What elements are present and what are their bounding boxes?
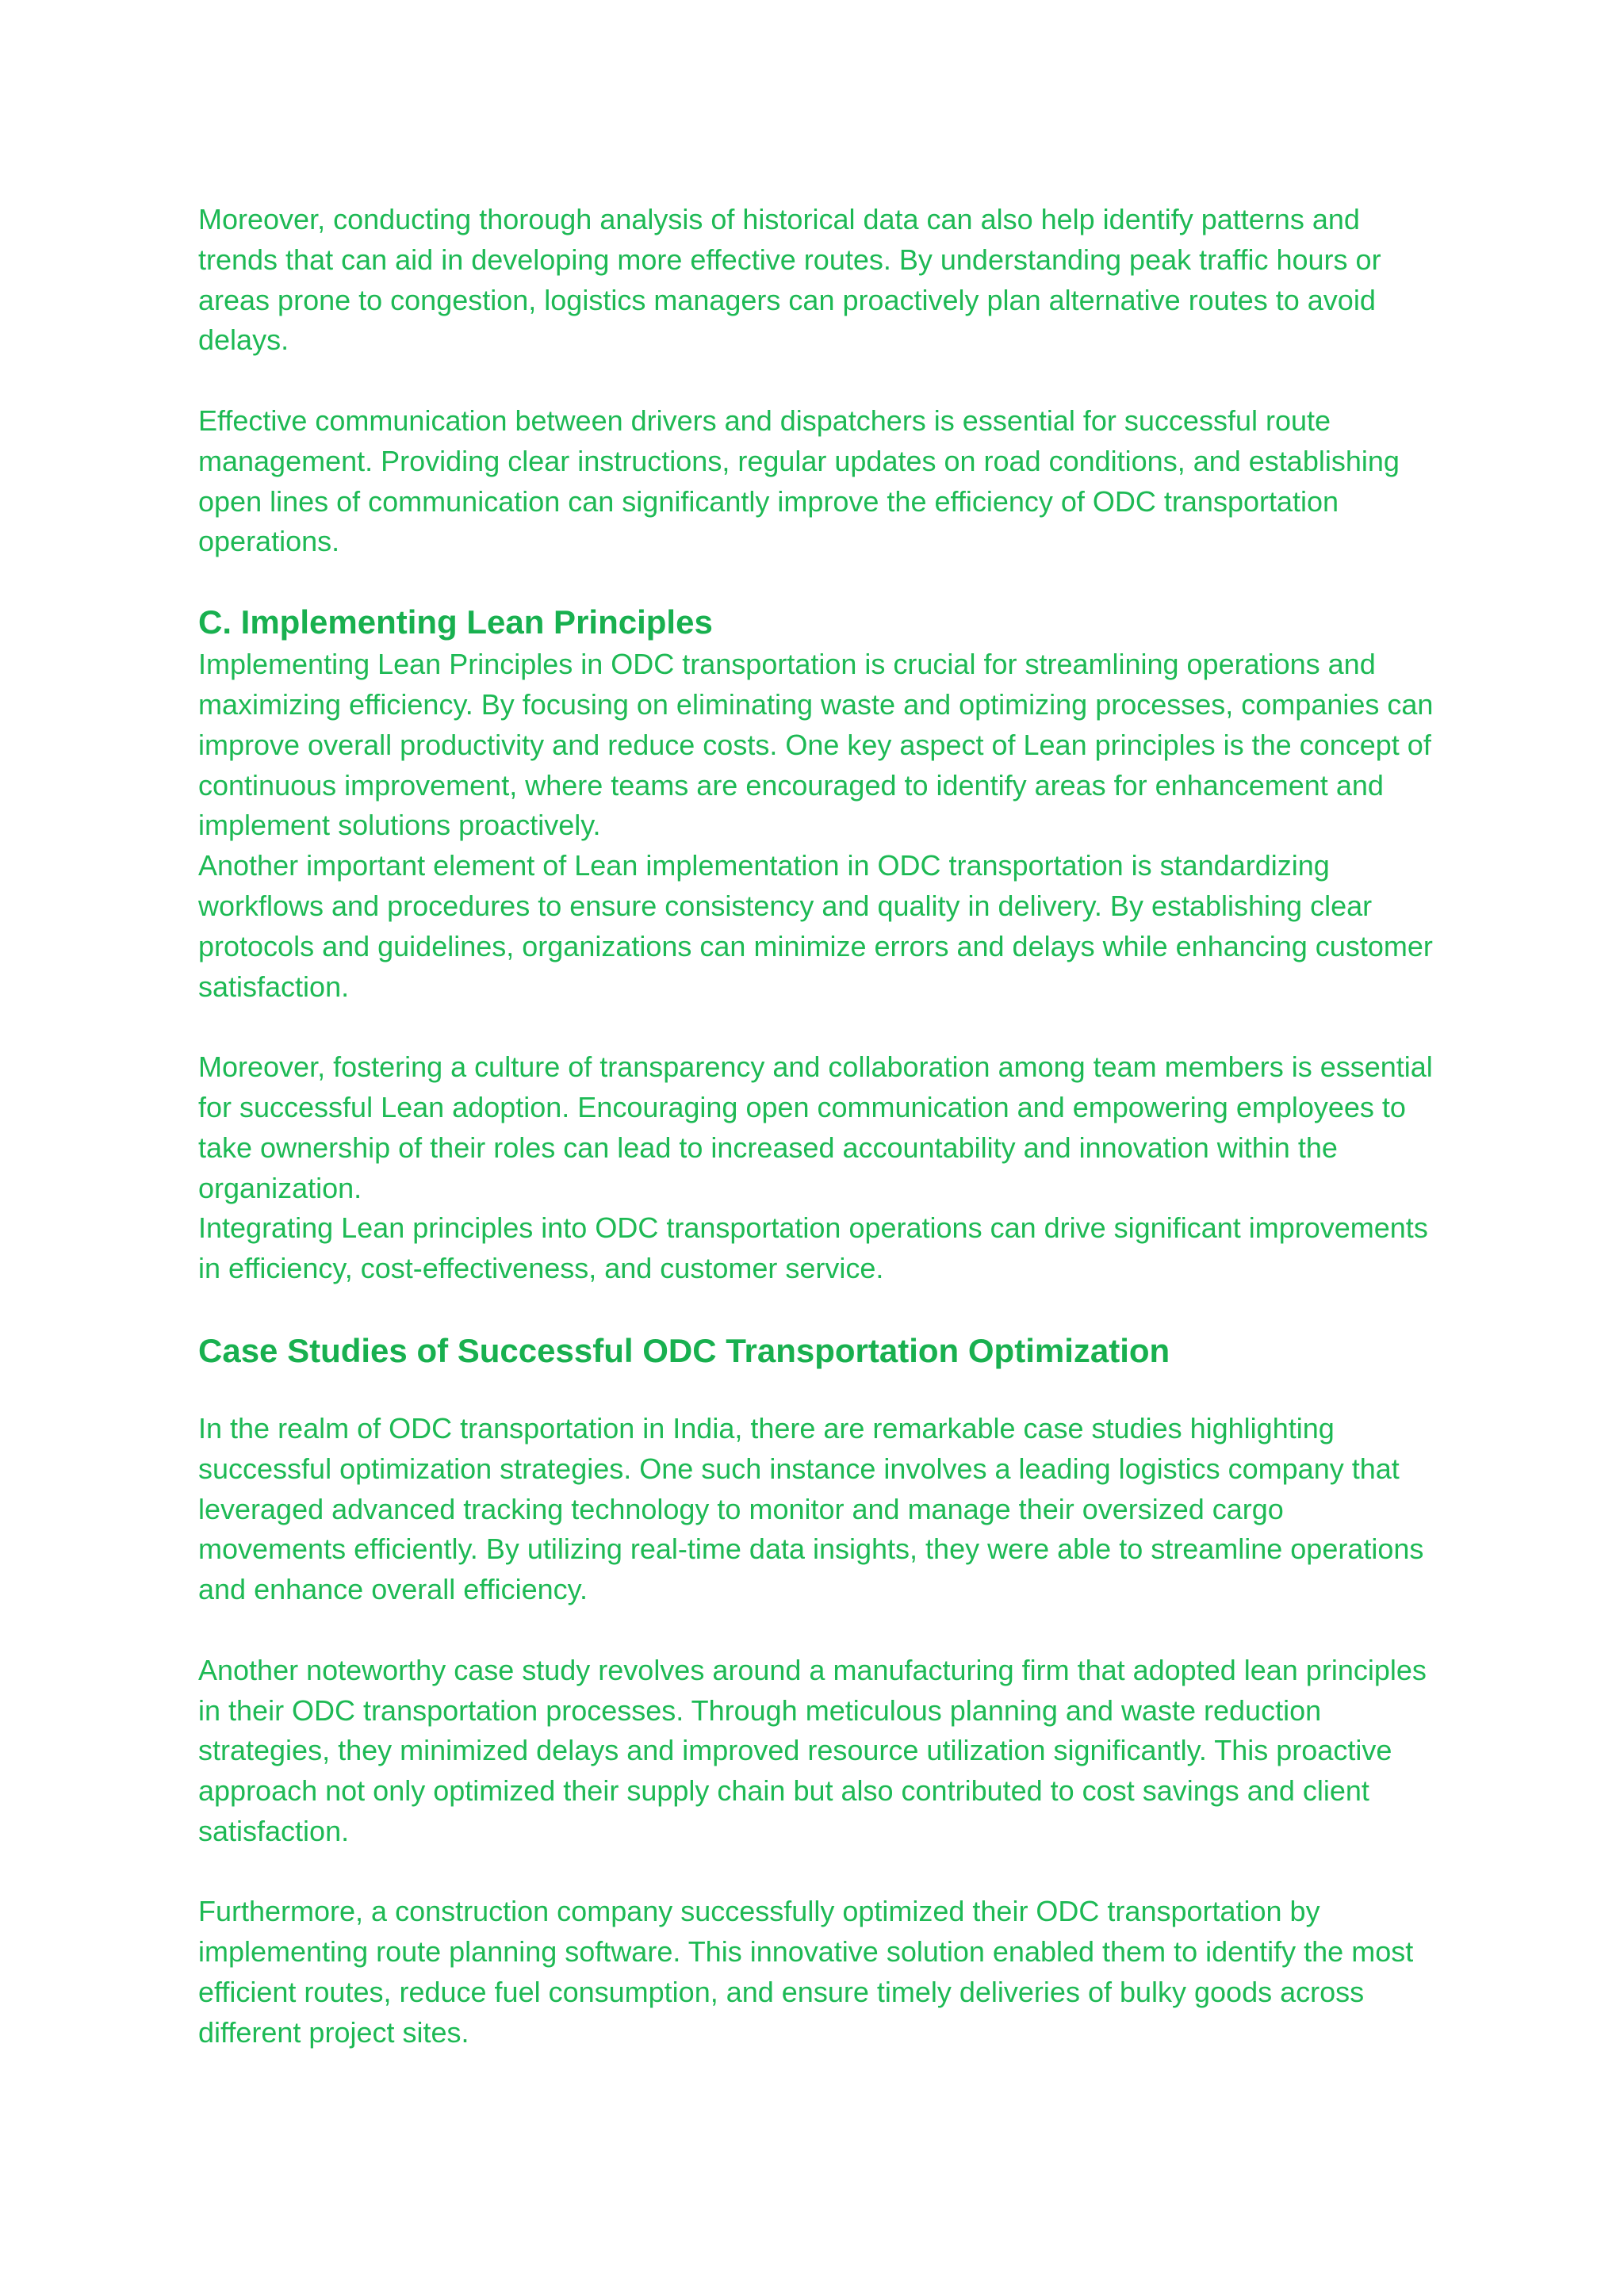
paragraph-lean-intro: Implementing Lean Principles in ODC transportation is crucial for streamlining operations and maximizing efficiency. By focusing on eliminating waste and optimizing processes, companies can improve overall productivity and reduce costs. One key aspect of Lean principles is the concept of continuous improvement, where teams are encouraged to identify areas for enhancement and implement solutions proactively. (198, 648, 1434, 842)
paragraph-communication: Effective communication between drivers and dispatchers is essential for successful route management. Providing clear instructions, regular updates on road conditions, and establishing open lines of communication can significantly improve the efficiency of ODC transportation operations. (198, 404, 1400, 558)
paragraph-historical-data: Moreover, conducting thorough analysis of historical data can also help identify patterns and trends that can aid in developing more effective routes. By understanding peak traffic hours or areas prone to congestion, logistics managers can proactively plan alternative routes to avoid delays. (198, 203, 1381, 357)
paragraph-lean-standardizing: Another important element of Lean implementation in ODC transportation is standardizing workflows and procedures to ensure consistency and quality in delivery. By establishing clear protocols and guidelines, organizations can minimize errors and delays while enhancing customer satisfaction. (198, 849, 1433, 1003)
paragraph-case-manufacturing: Another noteworthy case study revolves around a manufacturing firm that adopted lean principles in their ODC transportation processes. Through meticulous planning and waste reduction strategies, they minimized delays and improved resource utilization significantly. This proactive approach not only optimized their supply chain but also contributed to cost savings and client satisfaction. (198, 1653, 1427, 1847)
section-heading-case-studies: Case Studies of Successful ODC Transportation Optimization (198, 1331, 1170, 1369)
paragraph-lean-culture: Moreover, fostering a culture of transparency and collaboration among team members is essential for successful Lean adoption. Encouraging open communication and empowering employees to take ownership of their roles can lead to increased accountability and innovation within the organization. (198, 1050, 1433, 1204)
document-body (198, 200, 1435, 2053)
paragraph-lean-integrating: Integrating Lean principles into ODC transportation operations can drive significant improvements in efficiency, cost-effectiveness, and customer service. (198, 1211, 1428, 1285)
paragraph-case-construction: Furthermore, a construction company successfully optimized their ODC transportation by implementing route planning software. This innovative solution enabled them to identify the most efficient routes, reduce fuel consumption, and ensure timely deliveries of bulky goods across different project sites. (198, 1895, 1414, 2049)
paragraph-case-logistics: In the realm of ODC transportation in India, there are remarkable case studies highlighting successful optimization strategies. One such instance involves a leading logistics company that leveraged advanced tracking technology to monitor and manage their oversized cargo movements efficiently. By utilizing real-time data insights, they were able to streamline operations and enhance overall efficiency. (198, 1411, 1424, 1606)
section-heading-lean-principles: C. Implementing Lean Principles (198, 603, 713, 641)
